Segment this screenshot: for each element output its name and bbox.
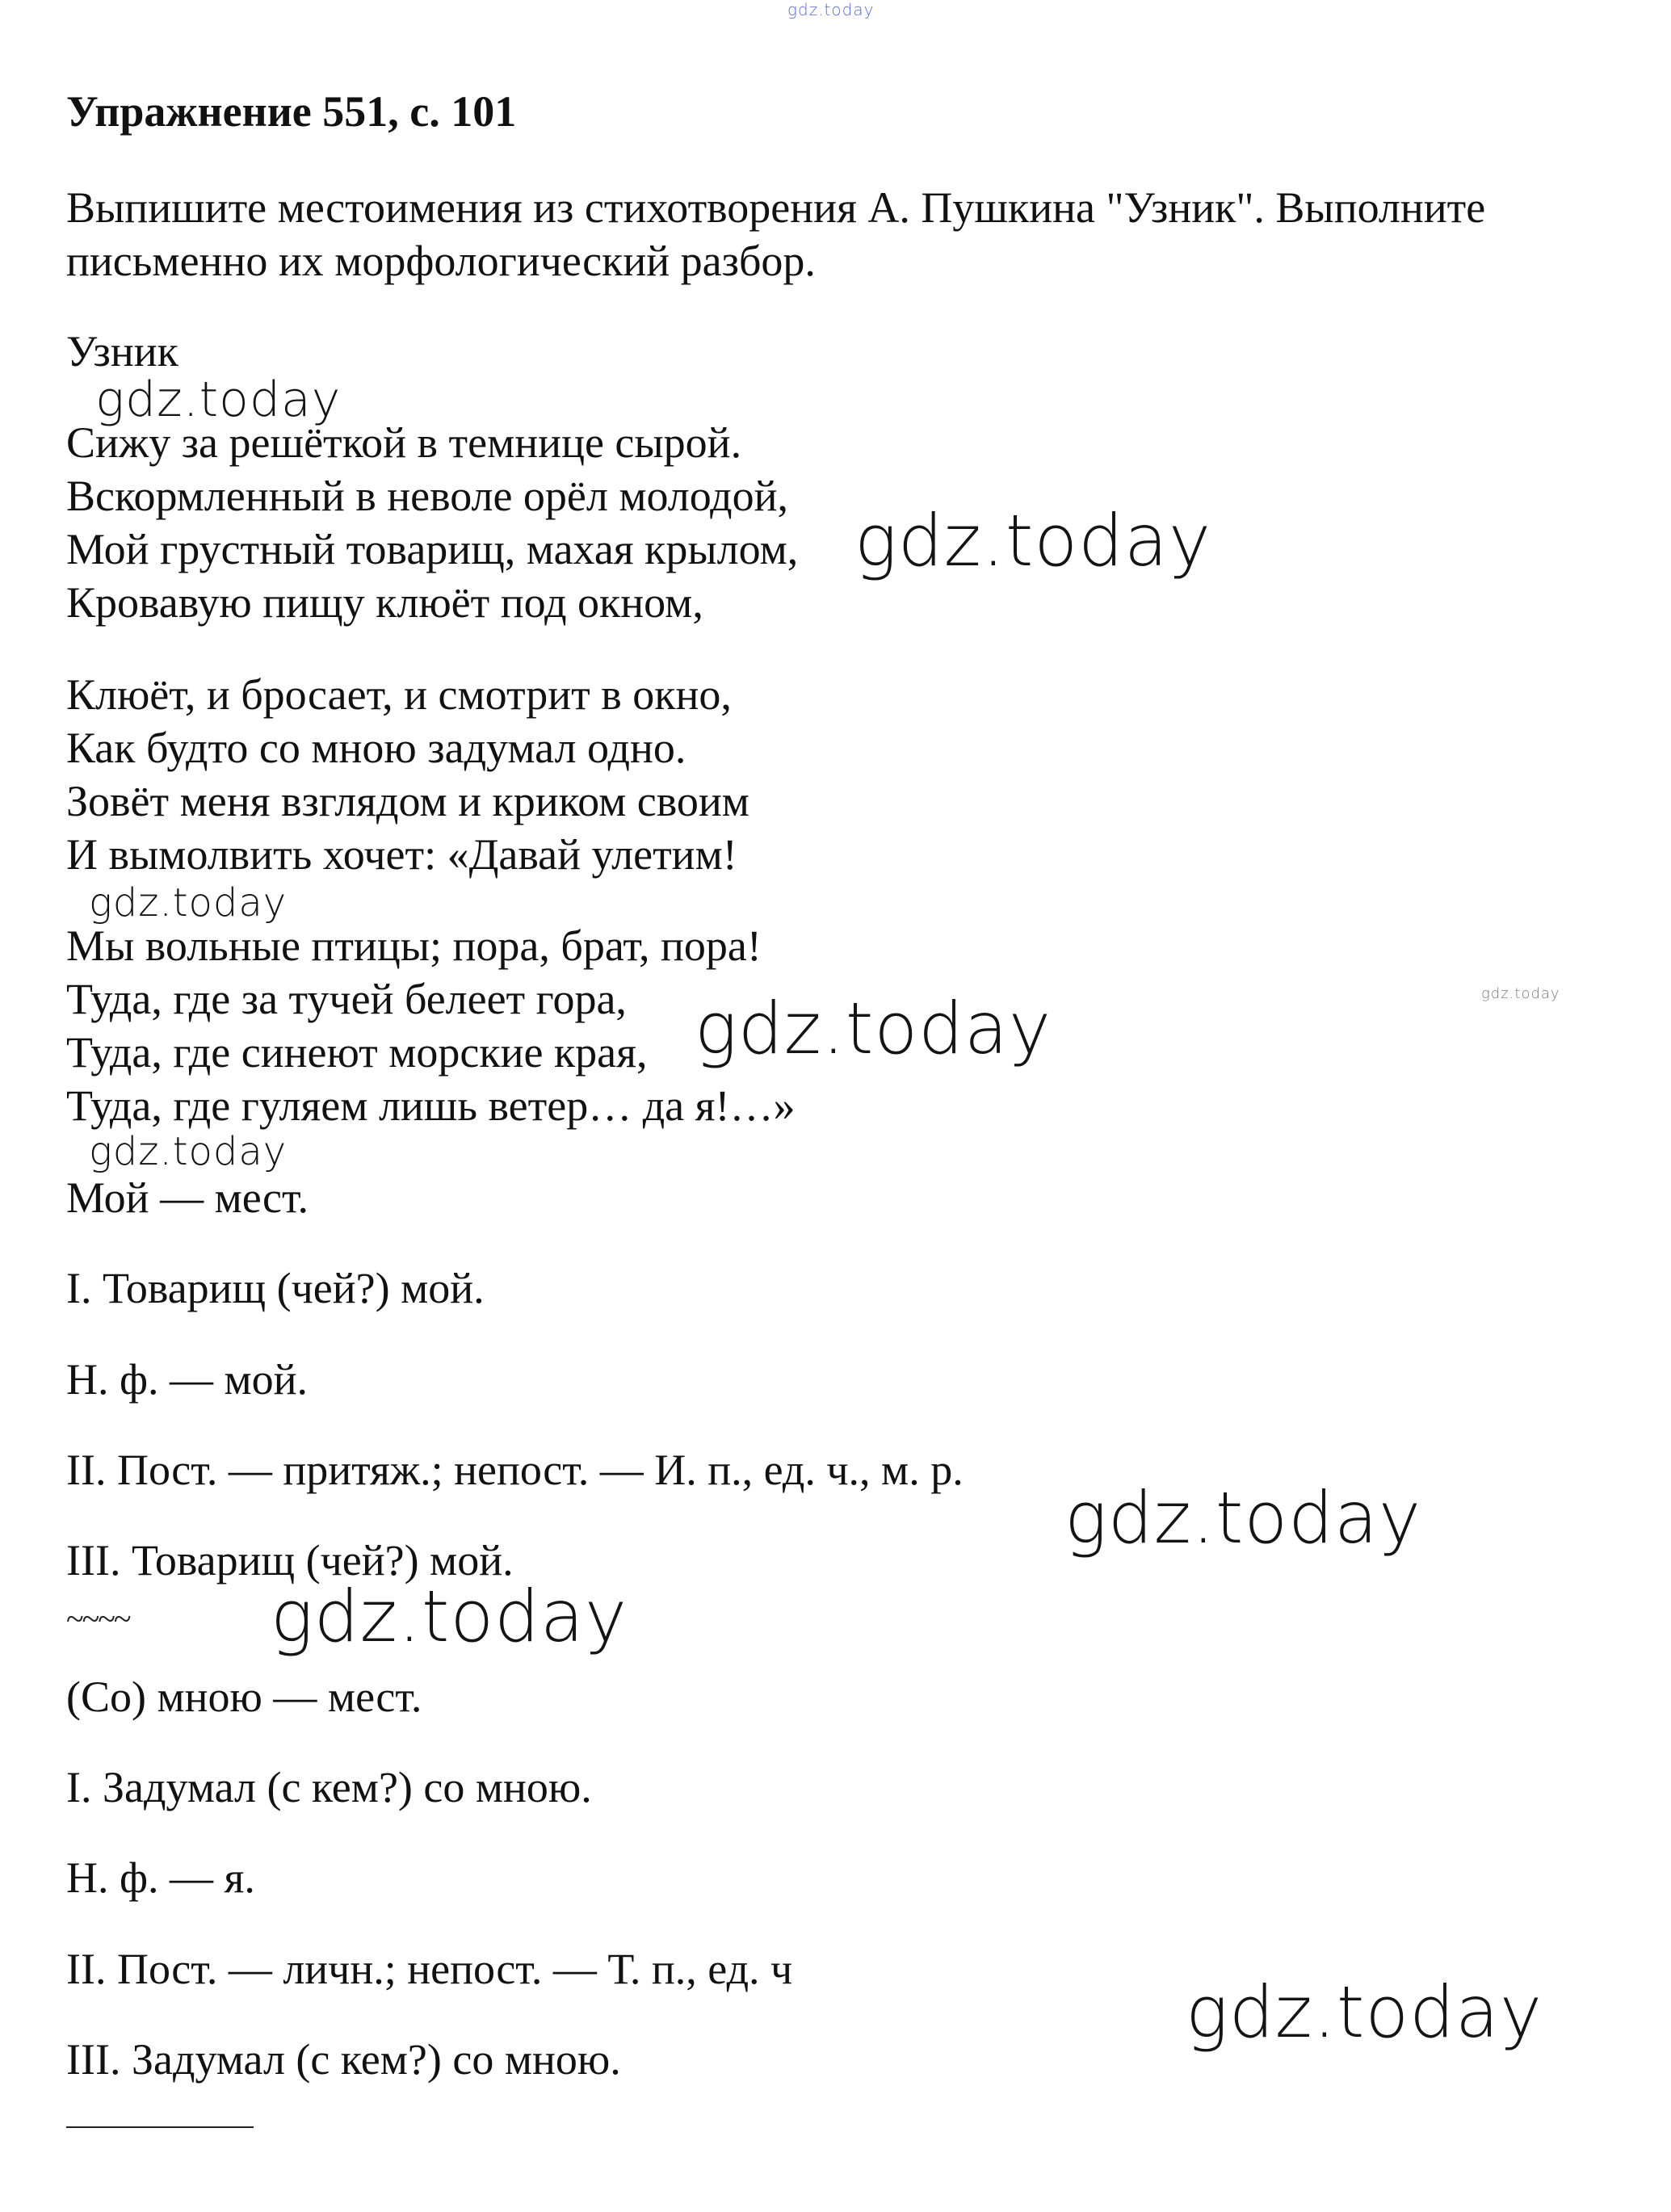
exercise-title: Упражнение 551, с. 101 <box>66 87 517 136</box>
analysis-line: I. Товарищ (чей?) мой. <box>66 1264 485 1312</box>
task-line-1: Выпишите местоимения из стихотворения А. Пушкина "Узник". Выполните <box>66 183 1486 232</box>
watermark: gdz.today <box>89 880 288 926</box>
analysis-line: I. Задумал (с кем?) со мною. <box>66 1763 592 1811</box>
watermark: gdz.today <box>271 1575 628 1658</box>
poem-line: Туда, где за тучей белеет гора, <box>66 975 627 1023</box>
poem-line: Сижу за решёткой в темнице сырой. <box>66 418 742 467</box>
watermark: gdz.today <box>1481 985 1560 1002</box>
watermark: gdz.today <box>1064 1476 1422 1559</box>
analysis-line: Н. ф. — мой. <box>66 1355 309 1404</box>
underline-bar <box>66 2126 254 2128</box>
poem-line: Кровавую пищу клюёт под окном, <box>66 578 703 627</box>
analysis-line: Н. ф. — я. <box>66 1853 255 1902</box>
analysis-line: II. Пост. — притяж.; непост. — И. п., ед. ч., м. р. <box>66 1446 964 1494</box>
poem-line: Мы вольные птицы; пора, брат, пора! <box>66 921 762 970</box>
poem-line: Туда, где синеют морские края, <box>66 1028 648 1077</box>
poem-line: Вскормленный в неволе орёл молодой, <box>66 472 789 520</box>
analysis-line: III. Товарищ (чей?) мой. <box>66 1536 514 1584</box>
poem-line: Зовёт меня взглядом и криком своим <box>66 777 749 825</box>
analysis-line: II. Пост. — личн.; непост. — Т. п., ед. ч <box>66 1945 793 1993</box>
poem-line: Как будто со мною задумал одно. <box>66 724 686 772</box>
watermark-top: gdz.today <box>787 0 875 19</box>
wavy-underline-mark: ~~~~ <box>66 1601 130 1637</box>
watermark: gdz.today <box>95 371 342 428</box>
watermark: gdz.today <box>89 1129 288 1174</box>
poem-line: Мой грустный товарищ, махая крылом, <box>66 525 799 573</box>
watermark: gdz.today <box>695 987 1052 1070</box>
task-line-2: письменно их морфологический разбор. <box>66 237 816 285</box>
poem-line: Клюёт, и бросает, и смотрит в окно, <box>66 670 732 719</box>
poem-line: И вымолвить хочет: «Давай улетим! <box>66 830 737 879</box>
watermark: gdz.today <box>854 499 1212 582</box>
analysis-line: III. Задумал (с кем?) со мною. <box>66 2035 621 2084</box>
analysis-head: (Со) мною — мест. <box>66 1673 422 1721</box>
poem-title: Узник <box>66 327 178 376</box>
watermark: gdz.today <box>1186 1971 1543 2054</box>
poem-line: Туда, где гуляем лишь ветер… да я!…» <box>66 1081 796 1130</box>
analysis-head: Мой — мест. <box>66 1173 309 1222</box>
